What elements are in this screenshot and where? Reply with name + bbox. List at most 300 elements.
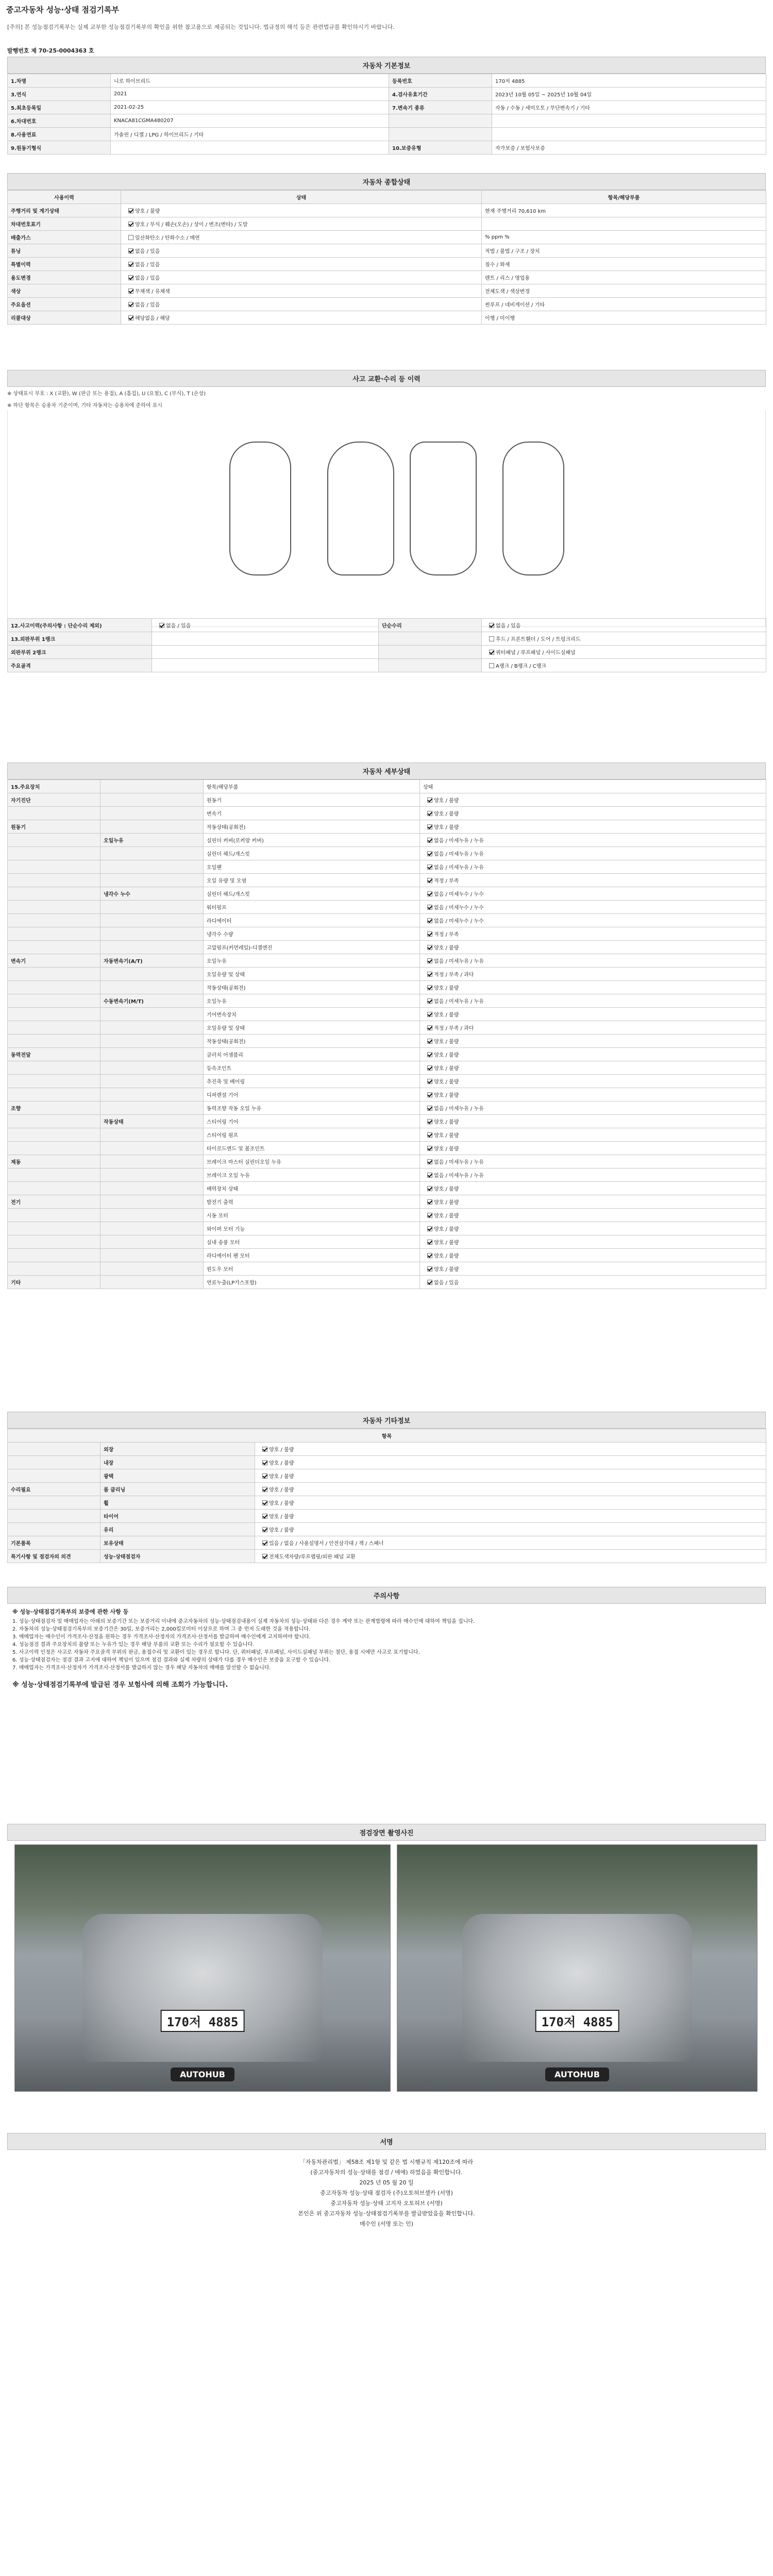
checkbox[interactable] [128, 235, 133, 240]
car-rear-top-outline[interactable] [410, 442, 477, 575]
signature-line: (중고자동차의 성능·상태를 점검 / 매매) 하였음을 확인합니다. [310, 2169, 463, 2176]
row-state-text: 적정 / 부족 [434, 932, 459, 938]
table-row [8, 1262, 766, 1276]
checkbox-checked[interactable] [427, 1119, 432, 1124]
table-row [8, 807, 766, 820]
row-state-text: 양호 / 불량 [434, 1227, 459, 1232]
row-subgroup [100, 1101, 204, 1115]
row-subgroup [100, 847, 204, 860]
row-item: 와이퍼 모터 기능 [204, 1222, 420, 1235]
row-item: 오일누유 [204, 994, 420, 1008]
checkbox-checked[interactable] [427, 1025, 432, 1030]
checkbox-checked[interactable] [262, 1540, 267, 1546]
table-row [8, 981, 766, 994]
table-row [8, 231, 766, 244]
car-diagram [7, 411, 766, 627]
checkbox-checked[interactable] [128, 248, 133, 253]
checkbox-checked[interactable] [262, 1473, 267, 1479]
row-group [8, 927, 100, 941]
row-state-text: 양호 / 불량 [269, 1514, 294, 1520]
checkbox-checked[interactable] [427, 905, 432, 910]
row-state [255, 1550, 766, 1563]
checkbox-checked[interactable] [427, 1199, 432, 1205]
checkbox-checked[interactable] [128, 302, 133, 307]
row-label: 주요옵션 [8, 298, 121, 311]
row-state [420, 1262, 766, 1276]
checkbox-checked[interactable] [262, 1514, 267, 1519]
rear-photo [397, 1844, 758, 2092]
row-state [255, 1456, 766, 1469]
row-value [121, 217, 482, 231]
table-header-row [8, 1429, 766, 1443]
checkbox-checked[interactable] [427, 1106, 432, 1111]
row-group [8, 1115, 100, 1128]
checkbox-checked[interactable] [427, 1065, 432, 1071]
row-state-text: 없음 / 미세누수 / 누수 [434, 919, 484, 924]
license-plate-front: 170저 4885 [161, 2010, 245, 2032]
row-state [420, 1088, 766, 1101]
row-subgroup: 수동변속기(M/T) [100, 994, 204, 1008]
table-row [8, 1128, 766, 1142]
table-row [8, 1088, 766, 1101]
row-subgroup [100, 1035, 204, 1048]
row-value: 170저 4885 [492, 74, 766, 88]
checkbox-checked[interactable] [262, 1500, 267, 1505]
checkbox-checked[interactable] [262, 1447, 267, 1452]
signature-line: 「자동차관리법」 제58조 제1항 및 같은 법 시행규칙 제120조에 따라 [299, 2159, 474, 2165]
row-subgroup [100, 1235, 204, 1249]
table-row [8, 1021, 766, 1035]
other-info-section [7, 1412, 766, 1563]
checkbox-checked[interactable] [427, 931, 432, 937]
checkbox-checked[interactable] [489, 650, 494, 655]
checkbox-checked[interactable] [427, 1092, 432, 1097]
row-state-text: 양호 / 불량 [269, 1487, 294, 1493]
row-state [420, 834, 766, 847]
table-row [8, 1443, 766, 1456]
row-subgroup [100, 820, 204, 834]
checkbox-checked[interactable] [427, 1079, 432, 1084]
row-label [379, 659, 482, 672]
row-value: 자가보증 / 보험사보증 [492, 141, 766, 155]
table-row [8, 954, 766, 968]
row-group [8, 1523, 100, 1536]
row-state [420, 994, 766, 1008]
checkbox-checked[interactable] [262, 1527, 267, 1532]
checkbox-checked[interactable] [427, 985, 432, 990]
row-value [482, 646, 766, 659]
row-subgroup: 작동상태 [100, 1115, 204, 1128]
row-state-text: 양호 / 불량 [434, 1267, 459, 1273]
warning-text: ※ 성능·상태점검기록부에 발급된 경우 보험사에 의해 조회가 가능합니다. [12, 1681, 228, 1689]
row-group: 기본품목 [8, 1536, 100, 1550]
table-row [8, 1456, 766, 1469]
checkbox-checked[interactable] [427, 865, 432, 870]
car-right-side-outline[interactable] [502, 442, 564, 575]
row-state [420, 927, 766, 941]
row-item: 타이로드엔드 및 볼조인트 [204, 1142, 420, 1155]
row-item: 냉각수 수량 [204, 927, 420, 941]
checkbox-checked[interactable] [427, 1012, 432, 1017]
table-row [8, 632, 766, 646]
row-label [389, 114, 492, 128]
table-row [8, 1008, 766, 1021]
car-left-side-outline[interactable] [229, 442, 291, 575]
row-value [152, 632, 379, 646]
table-row [8, 927, 766, 941]
row-group [8, 1168, 100, 1182]
row-detail: 전체도색 / 색상변경 [482, 284, 766, 298]
row-value-text: 없음 / 있음 [135, 262, 160, 268]
row-subgroup [100, 780, 204, 793]
table-row [8, 1510, 766, 1523]
section-title-basic: 자동차 기본정보 [7, 57, 766, 74]
row-label: 12.사고이력(주의사항 : 단순수리 제외) [8, 619, 152, 632]
row-subgroup [100, 874, 204, 887]
row-subgroup [100, 1209, 204, 1222]
notes-list [7, 1604, 766, 1676]
row-state [420, 981, 766, 994]
table-row [8, 820, 766, 834]
table-row [8, 1222, 766, 1235]
checkbox-checked[interactable] [427, 1280, 432, 1285]
row-label [379, 632, 482, 646]
car-front-top-outline[interactable] [327, 442, 394, 575]
row-item: 배력장치 상태 [204, 1182, 420, 1195]
row-detail: 이행 / 미이행 [482, 311, 766, 325]
notes-heading: ※ 성능·상태점검기록부의 보증에 관한 사항 등 [12, 1608, 129, 1615]
row-item: 기어변속장치 [204, 1008, 420, 1021]
table-row [8, 1168, 766, 1182]
row-state-text: 없음 / 미세누유 / 누유 [434, 865, 484, 871]
row-state-text: 없음 / 미세누유 / 누유 [434, 852, 484, 857]
row-state [420, 1222, 766, 1235]
table-row [8, 1469, 766, 1483]
row-state-text: 양호 / 불량 [269, 1447, 294, 1453]
checkbox-checked[interactable] [427, 1253, 432, 1258]
row-group: 원동기 [8, 820, 100, 834]
row-state-text: 양호 / 불량 [434, 1079, 459, 1085]
row-state-text: 양호 / 불량 [434, 1133, 459, 1139]
checkbox-checked[interactable] [128, 315, 133, 320]
row-subgroup [100, 914, 204, 927]
row-subgroup [100, 1182, 204, 1195]
row-state: 상태 [420, 780, 766, 793]
table-row [8, 901, 766, 914]
row-value-text: 해당없음 / 해당 [135, 316, 170, 321]
checkbox[interactable] [489, 636, 494, 641]
row-label: 리콜대상 [8, 311, 121, 325]
row-subgroup [100, 1262, 204, 1276]
general-condition-section [7, 173, 766, 325]
license-plate-rear: 170저 4885 [535, 2010, 619, 2032]
table-row [8, 1483, 766, 1496]
checkbox-checked[interactable] [128, 289, 133, 294]
row-state-text: 없음 / 미세누유 / 누유 [434, 1173, 484, 1179]
row-state-text: 양호 / 불량 [434, 1253, 459, 1259]
row-item: 시동 모터 [204, 1209, 420, 1222]
row-value [121, 298, 482, 311]
checkbox-checked[interactable] [427, 1039, 432, 1044]
legend-note: ※ 하단 항목은 승용차 기준이며, 기타 자동차는 승용차에 준하여 표시 [7, 403, 162, 409]
table-row [8, 793, 766, 807]
section-title-other: 자동차 기타정보 [7, 1412, 766, 1429]
row-value-text: 일산화탄소 / 탄화수소 / 매연 [135, 235, 200, 241]
row-subgroup [100, 1021, 204, 1035]
row-item: 동력조향 작동 오일 누유 [204, 1101, 420, 1115]
table-row [8, 1115, 766, 1128]
row-state-text: 양호 / 불량 [434, 1053, 459, 1058]
table-row [8, 284, 766, 298]
row-value [121, 231, 482, 244]
row-group [8, 1008, 100, 1021]
checkbox-checked[interactable] [262, 1460, 267, 1465]
checkbox-checked[interactable] [427, 1266, 432, 1272]
row-label: 외판부위 2랭크 [8, 646, 152, 659]
row-subgroup [100, 1061, 204, 1075]
row-state [420, 1021, 766, 1035]
row-value: 니로 하이브리드 [111, 74, 389, 88]
row-state [420, 1249, 766, 1262]
row-label: 10.보증유형 [389, 141, 492, 155]
row-state-text: 적정 / 부족 [434, 878, 459, 884]
row-value [121, 271, 482, 284]
checkbox-checked[interactable] [427, 1132, 432, 1138]
row-value: 가솔린 / 디젤 / LPG / 하이브리드 / 기타 [111, 128, 389, 141]
row-item: 오일 유량 및 오염 [204, 874, 420, 887]
checkbox-checked[interactable] [128, 208, 133, 213]
column-header: 항목 [8, 1429, 766, 1443]
checkbox-checked[interactable] [128, 262, 133, 267]
row-value-text: 없음 / 있음 [135, 302, 160, 308]
row-subgroup [100, 1222, 204, 1235]
row-group [8, 1035, 100, 1048]
note-item: 4. 성능점검 결과 주요장치의 불량 또는 누유가 있는 경우 해당 부품의 교환 또는 수리가 필요할 수 있습니다. [12, 1642, 255, 1648]
row-group [8, 968, 100, 981]
row-value [492, 114, 766, 128]
row-item: 오일누유 [204, 954, 420, 968]
row-state-text: 양호 / 불량 [434, 1066, 459, 1072]
row-item: 스티어링 기어 [204, 1115, 420, 1128]
row-state [255, 1496, 766, 1510]
table-row [8, 1523, 766, 1536]
row-item: 실린더 커버(로커암 커버) [204, 834, 420, 847]
table-row [8, 860, 766, 874]
signature-date: 2025 년 05 월 20 일 [359, 2179, 414, 2186]
exterior-diagram-section [7, 370, 766, 627]
checkbox[interactable] [489, 663, 494, 668]
section-title-notes: 주의사항 [7, 1587, 766, 1604]
row-item: 추진축 및 베어링 [204, 1075, 420, 1088]
row-item: 보유상태 [100, 1536, 255, 1550]
checkbox-checked[interactable] [128, 222, 133, 227]
checkbox-checked[interactable] [427, 972, 432, 977]
checkbox-checked[interactable] [427, 1240, 432, 1245]
row-value: KNACA81CGMA480207 [111, 114, 389, 128]
checkbox-checked[interactable] [427, 838, 432, 843]
row-label: 1.차명 [8, 74, 111, 88]
row-detail: 적법 / 불법 / 구조 / 장치 [482, 244, 766, 258]
row-group: 특기사항 및 점검자의 의견 [8, 1550, 100, 1563]
checkbox-checked[interactable] [427, 878, 432, 883]
row-state [420, 1195, 766, 1209]
table-header-row [8, 191, 766, 204]
checkbox-checked[interactable] [427, 998, 432, 1004]
vehicle-rear [462, 1914, 693, 2062]
row-state [420, 793, 766, 807]
row-state-text: 적정 / 부족 / 과다 [434, 972, 474, 978]
row-subgroup [100, 1276, 204, 1289]
checkbox-checked[interactable] [427, 1213, 432, 1218]
row-item: 외장 [100, 1443, 255, 1456]
row-subgroup: 냉각수 누수 [100, 887, 204, 901]
row-value [492, 128, 766, 141]
row-subgroup [100, 1155, 204, 1168]
table-row [8, 1536, 766, 1550]
checkbox-checked[interactable] [427, 1052, 432, 1057]
checkbox-checked[interactable] [427, 1173, 432, 1178]
checkbox-checked[interactable] [427, 945, 432, 950]
signature-block [7, 2150, 766, 2236]
row-label: 등록번호 [389, 74, 492, 88]
checkbox-checked[interactable] [427, 851, 432, 856]
table-row [8, 204, 766, 217]
row-group: 자기진단 [8, 793, 100, 807]
table-row [8, 968, 766, 981]
row-item: 룸 클리닝 [100, 1483, 255, 1496]
signature-section [7, 2133, 766, 2236]
row-state [420, 1155, 766, 1168]
row-detail: 현재 주행거리 70,610 km [482, 204, 766, 217]
table-row [8, 101, 766, 114]
detail-condition-table [7, 779, 766, 1289]
row-group [8, 1510, 100, 1523]
photo-section [7, 1824, 766, 1841]
row-state [255, 1523, 766, 1536]
row-subgroup [100, 927, 204, 941]
row-value: 2023년 10월 05일 ~ 2025년 10월 04일 [492, 88, 766, 101]
row-group [8, 847, 100, 860]
checkbox-checked[interactable] [427, 811, 432, 816]
signature-dealer: 중고자동차 성능·상태 고지자 오토허브 (서명) [330, 2200, 443, 2207]
checkbox-checked[interactable] [427, 1146, 432, 1151]
row-value [482, 659, 766, 672]
row-state [420, 1182, 766, 1195]
row-state [255, 1443, 766, 1456]
row-label: 8.사용연료 [8, 128, 111, 141]
row-value-text: 없음 / 있음 [135, 276, 160, 281]
section-title-general: 자동차 종합상태 [7, 173, 766, 190]
checkbox-checked[interactable] [427, 798, 432, 803]
row-value [482, 632, 766, 646]
row-group [8, 1262, 100, 1276]
row-label: 7.변속기 종류 [389, 101, 492, 114]
row-group [8, 874, 100, 887]
checkbox-checked[interactable] [159, 623, 164, 628]
note-item: 3. 매매업자는 매수인이 가격조사·산정을 원하는 경우 가격조사·산정자의 가격조사·산정서를 발급하여 매수인에게 고지하여야 합니다. [12, 1634, 311, 1640]
row-subgroup [100, 1128, 204, 1142]
checkbox-checked[interactable] [489, 623, 494, 628]
row-label: 단순수리 [379, 619, 482, 632]
table-row [8, 874, 766, 887]
row-value: 자동 / 수동 / 세미오토 / 무단변속기 / 기타 [492, 101, 766, 114]
row-group [8, 860, 100, 874]
table-row [8, 1550, 766, 1563]
row-subgroup [100, 901, 204, 914]
note-item: 7. 매매업자는 가격조사·산정자가 가격조사·산정서를 발급하지 않는 경우 해당 자동차의 매매를 알선할 수 없습니다. [12, 1665, 271, 1671]
row-subgroup [100, 860, 204, 874]
row-item: 브레이크 오일 누유 [204, 1168, 420, 1182]
basic-info-table [7, 74, 766, 155]
row-item: 워터펌프 [204, 901, 420, 914]
row-group [8, 1443, 100, 1456]
row-subgroup [100, 941, 204, 954]
table-row [8, 619, 766, 632]
row-value [121, 311, 482, 325]
checkbox-checked[interactable] [427, 958, 432, 963]
row-value: 2021-02-25 [111, 101, 389, 114]
checkbox-checked[interactable] [427, 918, 432, 923]
checkbox-checked[interactable] [427, 824, 432, 829]
table-row [8, 244, 766, 258]
row-detail: % ppm % [482, 231, 766, 244]
row-state [255, 1510, 766, 1523]
checkbox-checked[interactable] [262, 1554, 267, 1559]
checkbox-checked[interactable] [262, 1487, 267, 1492]
row-state-text: 양호 / 불량 [434, 1213, 459, 1219]
row-state [420, 901, 766, 914]
row-value [121, 258, 482, 271]
row-item: 브레이크 마스터 실린더오일 누유 [204, 1155, 420, 1168]
table-row [8, 217, 766, 231]
row-state [255, 1536, 766, 1550]
row-item: 발전기 출력 [204, 1195, 420, 1209]
checkbox-checked[interactable] [427, 1159, 432, 1164]
column-header: 상태 [121, 191, 482, 204]
row-group: 조향 [8, 1101, 100, 1115]
row-state [420, 887, 766, 901]
row-item: 오일유량 및 상태 [204, 968, 420, 981]
row-item: 실내 송풍 모터 [204, 1235, 420, 1249]
row-state [420, 1142, 766, 1155]
row-detail: 침수 / 화재 [482, 258, 766, 271]
row-group [8, 1456, 100, 1469]
row-value-text: 없음 / 있음 [496, 623, 521, 629]
row-item: 내장 [100, 1456, 255, 1469]
table-row [8, 88, 766, 101]
row-item: 실린더 헤드/개스킷 [204, 847, 420, 860]
checkbox-checked[interactable] [427, 891, 432, 896]
section-title-detail: 자동차 세부상태 [7, 762, 766, 779]
checkbox-checked[interactable] [128, 275, 133, 280]
section-title-signature: 서명 [7, 2133, 766, 2150]
row-group [8, 1469, 100, 1483]
row-item: 연료누출(LP가스포함) [204, 1276, 420, 1289]
row-item: 디퍼렌셜 기어 [204, 1088, 420, 1101]
checkbox-checked[interactable] [427, 1186, 432, 1191]
row-subgroup [100, 1168, 204, 1182]
row-item: 성능·상태점검자 [100, 1550, 255, 1563]
row-state-text: 양호 / 불량 [434, 798, 459, 804]
row-label: 차대번호표기 [8, 217, 121, 231]
checkbox-checked[interactable] [427, 1226, 432, 1231]
row-group [8, 1182, 100, 1195]
row-group [8, 1075, 100, 1088]
row-value [482, 619, 766, 632]
row-state [420, 1128, 766, 1142]
row-group: 제동 [8, 1155, 100, 1168]
section-title-photos: 점검장면 촬영사진 [7, 1824, 766, 1841]
